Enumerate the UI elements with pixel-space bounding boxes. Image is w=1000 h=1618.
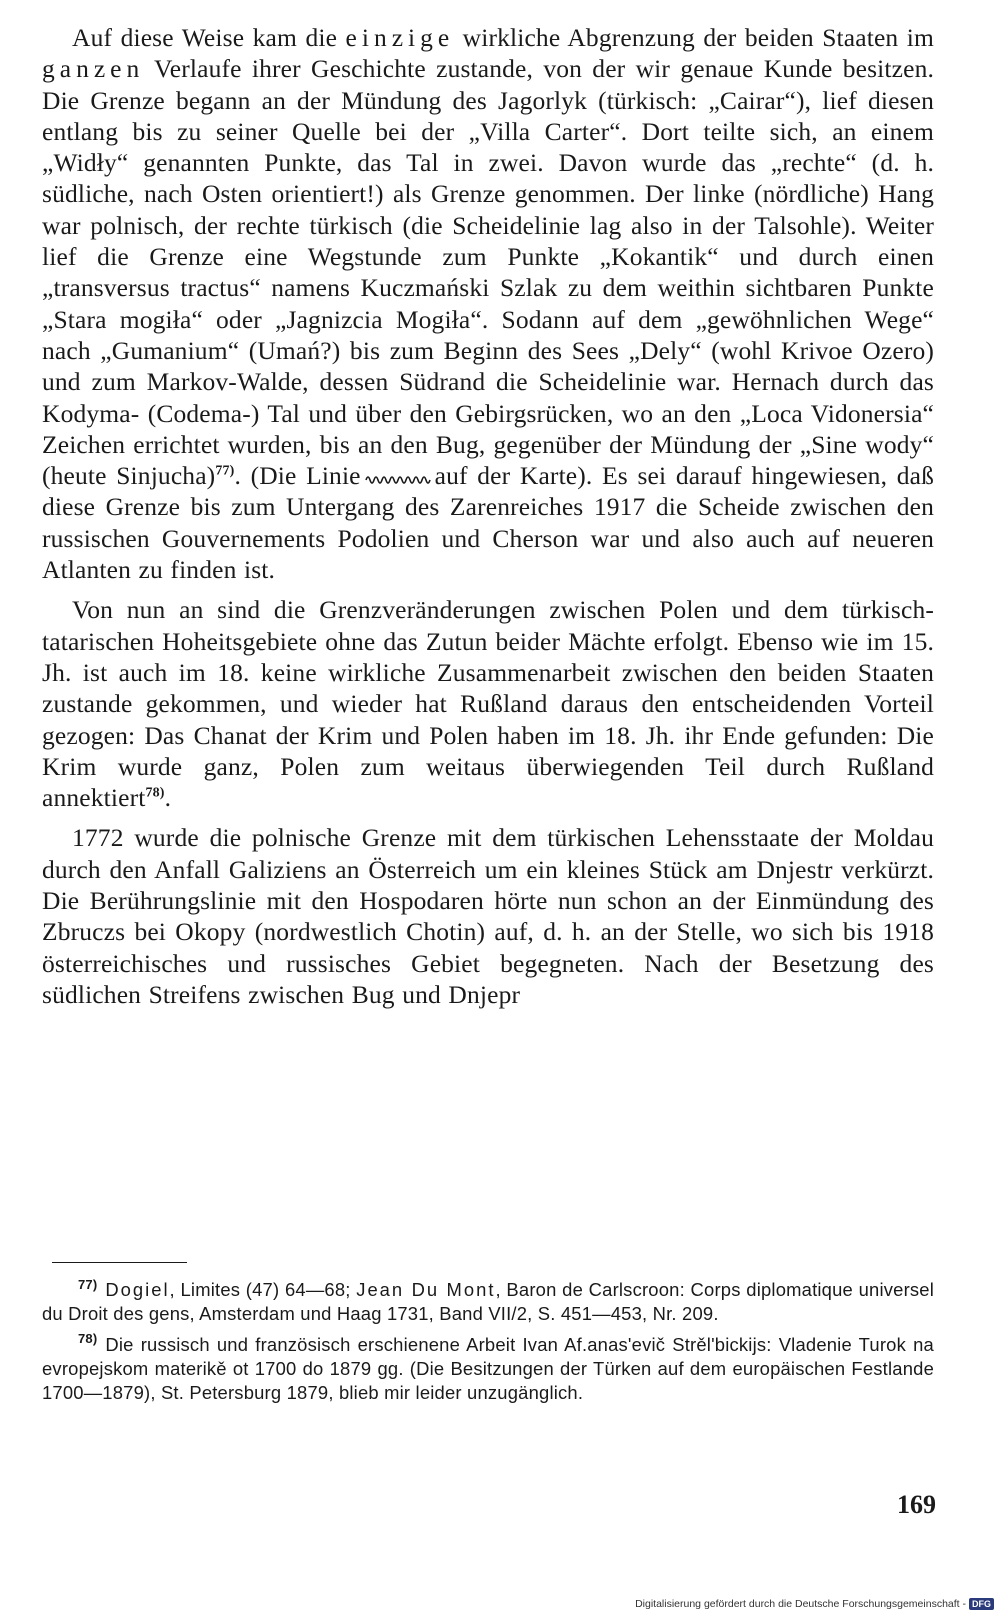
- footnote-ref-78[interactable]: 78): [145, 785, 165, 801]
- paragraph-2: Von nun an sind die Grenzveränderungen zwischen Polen und dem türkisch-tatarischen Hoheitsgebiete ohne das Zutun beider Mächte erfolgt. Ebenso wie im 15. Jh. ist auch im 18. keine wirkliche Zusammenarbeit zwischen den beiden Staaten zustande gekommen, und wieder hat Rußland daraus den entscheidenden Vorteil gezogen: Das Chanat der Krim und Polen haben im 18. Jh. ihr Ende gefunden: Die Krim wurde ganz, Polen zum weitaus überwiegenden Teil durch Rußland annektiert$^{78)}$.: [42, 595, 934, 813]
- footnote-ref-77[interactable]: 77): [215, 463, 235, 479]
- page-body: [42, 22, 934, 1010]
- footnotes: [42, 1278, 934, 1411]
- dfg-logo-icon: DFG: [969, 1598, 994, 1610]
- spaced-emphasis: ganzen: [42, 54, 145, 84]
- spaced-emphasis: einzige: [345, 23, 455, 52]
- footnote-divider: [52, 1262, 187, 1263]
- paragraph-3: 1772 wurde die polnische Grenze mit dem türkischen Lehensstaate der Moldau durch den Anfall Galiziens an Österreich um ein kleines Stück am Dnjestr verkürzt. Die Berührungslinie mit den Hospodaren hörte nun schon an der Einmündung des Zbruczs bei Okopy (nordwestlich Chotin) auf, d. h. an der Stelle, wo sich bis 1918 österreichisches und russisches Gebiet begegneten. Nach der Besetzung des südlichen Streifens zwischen Bug und Dnjepr: [42, 823, 934, 1009]
- footnote-number: 77): [78, 1276, 98, 1292]
- digitization-credit: Digitalisierung gefördert durch die Deutsche Forschungsgemeinschaft - DFG: [635, 1598, 994, 1610]
- wavy-line-symbol-icon: [365, 472, 431, 484]
- footnote-77: $^{77)}$ Dogiel, Limites (47) 64—68; Jean Du Mont, Baron de Carlscroon: Corps diplomatique universel du Droit des gens, Amsterdam und Haag 1731, Band VII/2, S. 451—453, Nr. 209.: [42, 1276, 935, 1325]
- footnote-number: 78): [78, 1331, 98, 1347]
- page-number: 169: [897, 1490, 936, 1519]
- footnote-78: $^{78)}$ Die russisch und französisch erschienene Arbeit Ivan Af.anas'evič Strěl'bickijs: Vladenie Turok na evropejskom materikě ot 1700 do 1879 gg. (Die Besitzungen der Türken auf dem europäischen Festlande 1700—1879), St. Petersburg 1879, blieb mir leider unzugänglich.: [42, 1331, 934, 1404]
- paragraph-1: Auf diese Weise kam die einzige wirkliche Abgrenzung der beiden Staaten im ganzen Verlaufe ihrer Geschichte zustande, von der wir genaue Kunde besitzen. Die Grenze begann an der Mündung des Jagorlyk (türkisch: „Cairar“), lief diesen entlang bis zu seiner Quelle bei der „Villa Carter“. Dort teilte sich, an einem „Widły“ genannten Punkte, das Tal in zwei. Davon wurde das „rechte“ (d. h. südliche, nach Osten orientiert!) als Grenze genommen. Der linke (nördliche) Hang war polnisch, der rechte türkisch (die Scheidelinie lag also in der Talsohle). Weiter lief die Grenze eine Wegstunde zum Punkte „Kokantik“ und durch einen „transversus tractus“ namens Kuczmański Szlak zu dem weithin sichtbaren Punkte „Stara mogiła“ oder „Jagnizcia Mogiła“. Sodann auf dem „gewöhnlichen Wege“ nach „Gumanium“ (Umań?) bis zum Beginn des Sees „Dely“ (wohl Krivoe Ozero) und zum Markov-Walde, dessen Südrand die Scheidelinie war. Hernach durch das Kodyma- (Codema-) Tal und über den Gebirgsrücken, wo an den „Loca Vidonersia“ Zeichen errichtet wurden, bis an den Bug, gegenüber der Mündung der „Sine wody“ (heute Sinjucha)$^{77)}$. (Die Linie auf der Karte). Es sei darauf hingewiesen, daß diese Grenze bis zum Untergang des Zarenreiches 1917 die Scheide zwischen den russischen Gouvernements Podolien und Cherson war und also auch auf neueren Atlanten zu finden ist.: [42, 23, 935, 585]
